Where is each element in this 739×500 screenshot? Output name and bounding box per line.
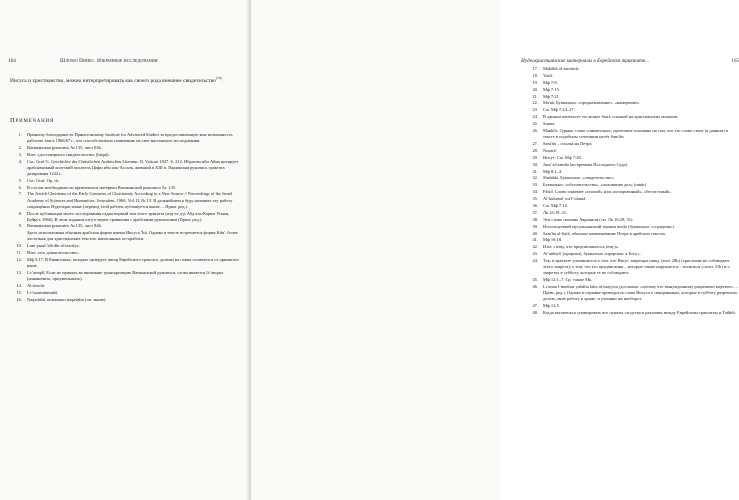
footnote-number: 42. [532,244,538,250]
footnote-number: 21. [532,93,538,99]
footnote-text: Ватиканская рукопись Ar.135, лист 84b. [27,223,102,229]
footnote-text: Sunna. [543,121,556,127]
footnote-text: В случае необходимости привлекался материал Ватиканской рукописи Ar. 135. [27,184,177,190]
footnote-number: 37. [532,209,538,215]
left-page-number: 164 [8,58,16,64]
intro-text: Иисуса и христианство, можно интерпретировать как своего рода внешнее свидетельство [10,77,216,84]
footnote-number: 28. [532,147,538,153]
footnote-item [526,182,738,188]
footnote-item [526,141,738,147]
footnote-text: Эти слова сказаны Авраамом (см. Лк 16:29, 31). [543,216,634,222]
footnote-text: Sam'ān al-Ṣafā, обычное наименование Петра в арабских текстах. [543,230,667,236]
intro-paragraph: Иисуса и христианство, можно интерпретировать как своего рода внешнее свидетельство$^{(78)}$. [10,76,224,84]
footnote-item [526,169,738,175]
footnote-item [526,189,738,195]
footnote-item [10,152,240,158]
footnote-text: Naqaḍahū, возможно naqadahu (см. выше). [27,296,107,302]
footnote-text: Li-'usammimuhū. [27,290,59,295]
footnote-number: 31. [532,168,538,174]
footnote-item [526,231,738,237]
footnote-number: 32. [532,175,538,181]
footnote-item [526,162,738,168]
footnote-text: После публикации моего исследования издан первый том этого трактата (изд-ть д-р Абд аль-Карим Усман, Бейрут, 1966). В этом издании отсутствуют сравнения с арабскими рукописями (Прим. ред.). [27,210,230,222]
footnote-item [526,224,738,230]
footnote-item [10,132,240,144]
footnote-item [10,270,240,282]
footnote-item [10,185,240,191]
footnote-item [526,210,738,216]
footnote-item [10,297,240,303]
footnote-text: Мф 7:8. [543,79,558,85]
intro-footnote-ref: (78) [215,76,222,80]
footnote-text: Мф 7:21. [543,93,560,99]
footnote-number: 27. [532,141,538,146]
footnote-number: 14. [16,283,22,289]
footnote-number: 1. [18,131,22,137]
footnote-text: Мф 7:15. [543,86,560,92]
footnote-number: 9. [18,223,22,229]
footnote-item [526,121,738,127]
footnote-item [10,223,240,229]
footnote-text: Мф 8:1–4. [543,168,563,174]
footnote-text: Al-hukamā' wa'l-'ulamā'. [543,196,588,202]
footnote-text: Мф 12:5. [543,303,560,309]
footnote-item [526,203,738,209]
footnote-text: Maḥākīt al-samāwīt. [543,66,580,71]
footnote-text: Приношу благодарность Принстонскому Institute for Advanced Studies за предоставленную мне возможность работать там в 1966/67 г., что способствовало появлению на свет настоящего исследования. [27,131,233,143]
footnote-text: Здесь использована обычная арабская форма имени Иисуса 'Īsā. Однако в тексте встречается форма Kūn', более частотная для христианских текстов, написанных по-арабски. [27,230,238,242]
footnote-number: 17. [532,66,538,71]
footnote-item [526,128,738,140]
footnote-number: 39. [532,223,538,229]
footnote-item [10,178,240,184]
footnote-number: 12. [16,257,22,263]
footnote-text: См.: Graf G. Geschichte der Christlichen Arabischen Literatur. II, Vatican 1947. S. 212. Ибрагим ибн Айна цитирует арабоязычный коптский писатель Цифи ибн аль-Ассаль, живший в XIII в. Парижская рукопись трактата датирована 1222 г. [27,158,239,176]
footnote-item [10,159,240,177]
footnote-text: Fāsid. Слово означает «плохой» или «испорченный», «бесчестный». [543,189,672,195]
footnote-number: 38. [532,216,538,222]
footnote-item [10,290,240,296]
right-page-number: 165 [731,58,739,64]
footnote-text: Мф 12:1–7. Ср. также Мк. [543,277,593,283]
footnote-text: Yasū'. [543,72,554,78]
footnote-number: 48. [532,310,538,316]
footnote-number: 35. [532,196,538,202]
footnote-number: 33. [532,182,538,188]
footnote-item [526,284,738,302]
footnote-item [526,217,738,223]
left-notes-list [10,132,240,303]
footnote-number: 25. [532,121,538,127]
footnote-item [526,80,738,86]
footnote-text: Или: «тому, что предписывалось (ему)». [543,244,620,250]
footnote-item [526,244,738,250]
footnote-text: Sam'ān – ссылка на Петра. [543,141,593,146]
footnote-text: См. Мф 7:12. [543,203,568,209]
footnote-text: См.: Graf. Op. cit. [27,177,60,183]
footnote-text: Lam yazal 'alā dīn al-tawrīya. [27,243,80,249]
footnote-number: 10. [16,243,22,249]
footnote-item [526,87,738,93]
footnote-text: В данном контексте это может быть ссылкой на христианских монахов. [543,114,679,120]
right-running-title: Иудеохристианские материалы в Еврейском трактате... [521,58,650,64]
footnote-item [10,257,240,269]
notes-heading: Примечания [10,116,55,124]
footnote-text: Иисус. См. Мф 7:28. [543,154,582,160]
footnote-number: 36. [532,203,538,209]
footnote-number: 2. [18,144,22,150]
footnote-item [526,114,738,120]
footnote-text: The Jewish Christians of the Early Centuries of Christianity According to a New Source // Proceedings of the Israel Academy of Sciences and Humanities. Jerusalem, 1966. Vol. II, № 13. В дальнейшем я буду называть эту работу сокращённо Иудеохристиане (перевод этой работы публикуется выше. – Прим. ред.). [27,191,233,209]
footnote-text: См. Мф 7:24–27. [543,107,575,113]
footnote-number: 26. [532,128,538,134]
footnote-number: 41. [532,237,538,243]
footnote-text: Li-'amqāl. Если не принять во внимание транскрипцию Ватиканской рукописи, слово является li-'anqasa (изнаничить, приуменьшать). [27,270,224,282]
footnote-number: 29. [532,154,538,160]
footnote-item [10,250,240,256]
footnote-item [10,211,240,223]
footnote-number: 18. [532,72,538,78]
footnote-number: 30. [532,161,538,167]
footnote-number: 43. [532,251,538,257]
footnote-item [526,237,738,243]
footnote-text: Лк 16:19–31. [543,209,568,215]
footnote-text: Так, в трактате упоминается о том, что Иисус запрещал пищу (лист 28b) (христиане не соблюдают этого запрета); о том, что его предписания – которые также нарушается – молиться («лист 31b) и о запретах в субботу, которые те не соблюдают. [543,258,730,276]
footnote-number: 13. [16,270,22,276]
footnote-number: 5. [18,177,22,183]
footnote-item [526,196,738,202]
footnote-item [526,100,738,106]
footnote-number: 23. [532,107,538,113]
footnote-number: 16. [16,296,22,302]
right-page [251,0,739,500]
footnote-number: 20. [532,86,538,92]
footnote-number: 6. [18,184,22,190]
footnote-number: 44. [532,258,538,264]
footnote-item [526,251,738,257]
footnote-item [526,310,738,316]
footnote-item [526,73,738,79]
footnote-number: 19. [532,79,538,85]
footnote-text: Или: «достоверного свидетельства» (bāqal). [27,151,110,157]
footnote-text: Li-anna l-mudtarr yubāhu lahu al-mayyita (дословно: «потому что вынужденному разрешено мертвое». – Прим. ред.). Однако в отрывке приводится слова Иисуса о священниках, которые в субботу разрешено делать свою работу в храме, и ученики же наоборот. [543,284,738,302]
footnote-item [526,155,738,161]
footnote-text: Мф 16:18. [543,237,563,243]
footnote-item [526,148,738,154]
footnote-text: Мф 5:17. В Евангелиях, которые цитирует автор Еврейского трактата, делены на главы отличается от принятого ныне. [27,257,239,269]
footnote-text: Или: «его дошагательство». [27,250,80,256]
footnote-text: Jaza' al-zamān (во времена Последнего Суда). [543,161,629,167]
footnote-item [10,230,240,242]
footnote-text: Используемый мусульманский термин inzila (буквально: «спущенн»). [543,223,675,229]
footnote-number [10,230,27,242]
footnote-text: Al-anbiyā' (пророки), буквально «пророки» к Богу». [543,251,641,257]
footnote-text: Mankī'a. Однако слово сомнительно; прочтение основано на том, что это слово стоит (в данном) в тексте в подобном сочетании несёт Sam'ān [543,128,729,140]
footnote-number: 40. [532,230,538,236]
footnote-number: 24. [532,114,538,120]
footnote-item [10,243,240,249]
footnote-number: 47. [532,303,538,309]
left-page [0,0,249,500]
footnote-number: 7. [18,191,22,197]
footnote-item [526,277,738,283]
footnote-item [10,283,240,289]
footnote-item [10,191,240,209]
footnote-text: Ватиканская рукопись Ar.135, лист 84b. [27,144,102,150]
footnote-item [10,145,240,151]
footnote-item [526,258,738,276]
footnote-number: 4. [18,158,22,164]
footnote-number: 11. [16,250,22,256]
footnote-number: 3. [18,151,22,157]
footnote-number: 34. [532,189,538,195]
footnote-number: 22. [532,100,538,106]
footnote-text: Nuṣarā'. [543,147,558,153]
footnote-number: 15. [16,290,22,295]
footnote-text: Буквально: «обстоятельства», «положение дел» (umūr). [543,182,648,188]
footnote-text: Ma'nā. Буквально: «предназначение», «намерение». [543,100,641,106]
right-page-body [526,66,738,317]
left-running-title: Шломо Пинес. Избранные исследования [60,58,158,64]
right-notes-list [526,66,738,316]
footnote-number: 46. [532,284,538,290]
footnote-item [526,303,738,309]
footnote-text: Когда пытаешься суммировать все пункты сходства и различия между Еврейским трактатом и Tathbīt. [543,310,736,316]
footnote-item [526,94,738,100]
left-page-body [10,74,240,304]
footnote-text: Shahāda. Буквально: «свидетельство». [543,175,615,181]
footnote-text: Al-tawrāt. [27,283,46,289]
footnote-item [526,107,738,113]
footnote-item [526,175,738,181]
footnote-number: 45. [532,277,538,283]
footnote-item [526,66,738,72]
footnote-number: 8. [18,210,22,216]
